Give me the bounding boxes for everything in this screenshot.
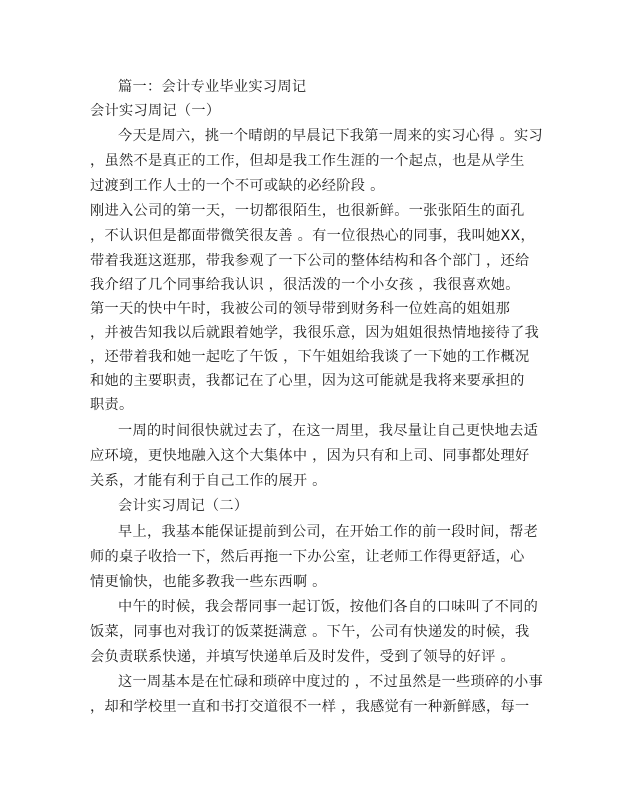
text-line: 今天是周六，挑一个晴朗的早晨记下我第一周来的实习心得 。实习 — [118, 128, 543, 144]
text-line: 应环境，更快地融入这个大集体中 ，因为只有和上司、同事都处理好 — [90, 448, 530, 464]
text-line: 职责。 — [90, 397, 134, 413]
section-heading: 会计实习周记（一） — [90, 103, 221, 119]
text-line: 早上，我基本能保证提前到公司，在开始工作的前一段时间，帮老 — [118, 524, 539, 540]
text-line: 刚进入公司的第一天，一切都很陌生，也很新鲜。一张张陌生的面孔 — [90, 203, 525, 219]
text-line: ，还带着我和她一起吃了午饭 ，下午姐姐给我谈了一下她的工作概况 — [90, 349, 530, 365]
section-heading: 会计实习周记（二） — [118, 498, 249, 514]
text-line: 关系，才能有利于自己工作的展开 。 — [90, 473, 327, 489]
text-line: ，却和学校里一直和书打交道很不一样 ，我感觉有一种新鲜感，每一 — [90, 699, 530, 715]
text-line: 情更愉快，也能多教我一些东西啊 。 — [90, 574, 327, 590]
text-line: 一周的时间很快就过去了，在这一周里，我尽量让自己更快地去适 — [118, 423, 539, 439]
text-line: 第一天的快中午时，我被公司的领导带到财务科一位姓高的姐姐那 — [90, 301, 511, 317]
text-line: 会负责联系快递，并填写快递单后及时发件，受到了领导的好评 。 — [90, 649, 515, 665]
text-line: 中午的时候，我会帮同事一起订饭，按他们各自的口味叫了不同的 — [118, 599, 539, 615]
text-line: ，虽然不是真正的工作，但却是我工作生涯的一个起点，也是从学生 — [90, 153, 525, 169]
text-line: ，不认识但是都面带微笑很友善 。有一位很热心的同事，我叫她XX， — [90, 228, 535, 244]
text-line: 这一周基本是在忙碌和琐碎中度过的 ，不过虽然是一些琐碎的小事 — [118, 674, 543, 690]
text-line: 过渡到工作人士的一个不可或缺的必经阶段 。 — [90, 178, 385, 194]
text-line: 饭菜，同事也对我订的饭菜挺满意 。下午，公司有快递发的时候，我 — [90, 624, 530, 640]
text-line: 带着我逛这逛那，带我参观了一下公司的整体结构和各个部门 ，还给 — [90, 253, 530, 269]
text-line: 我介绍了几个同事给我认识 ，很活泼的一个小女孩 ，我很喜欢她。 — [90, 277, 520, 293]
text-line: 和她的主要职责，我都记在了心里，因为这可能就是我将来要承担的 — [90, 373, 525, 389]
text-line: 师的桌子收拾一下，然后再拖一下办公室，让老师工作得更舒适，心 — [90, 549, 525, 565]
text-line: ，并被告知我以后就跟着她学，我很乐意，因为姐姐很热情地接待了我 — [90, 325, 540, 341]
document-title: 篇一：会计专业毕业实习周记 — [118, 79, 307, 95]
